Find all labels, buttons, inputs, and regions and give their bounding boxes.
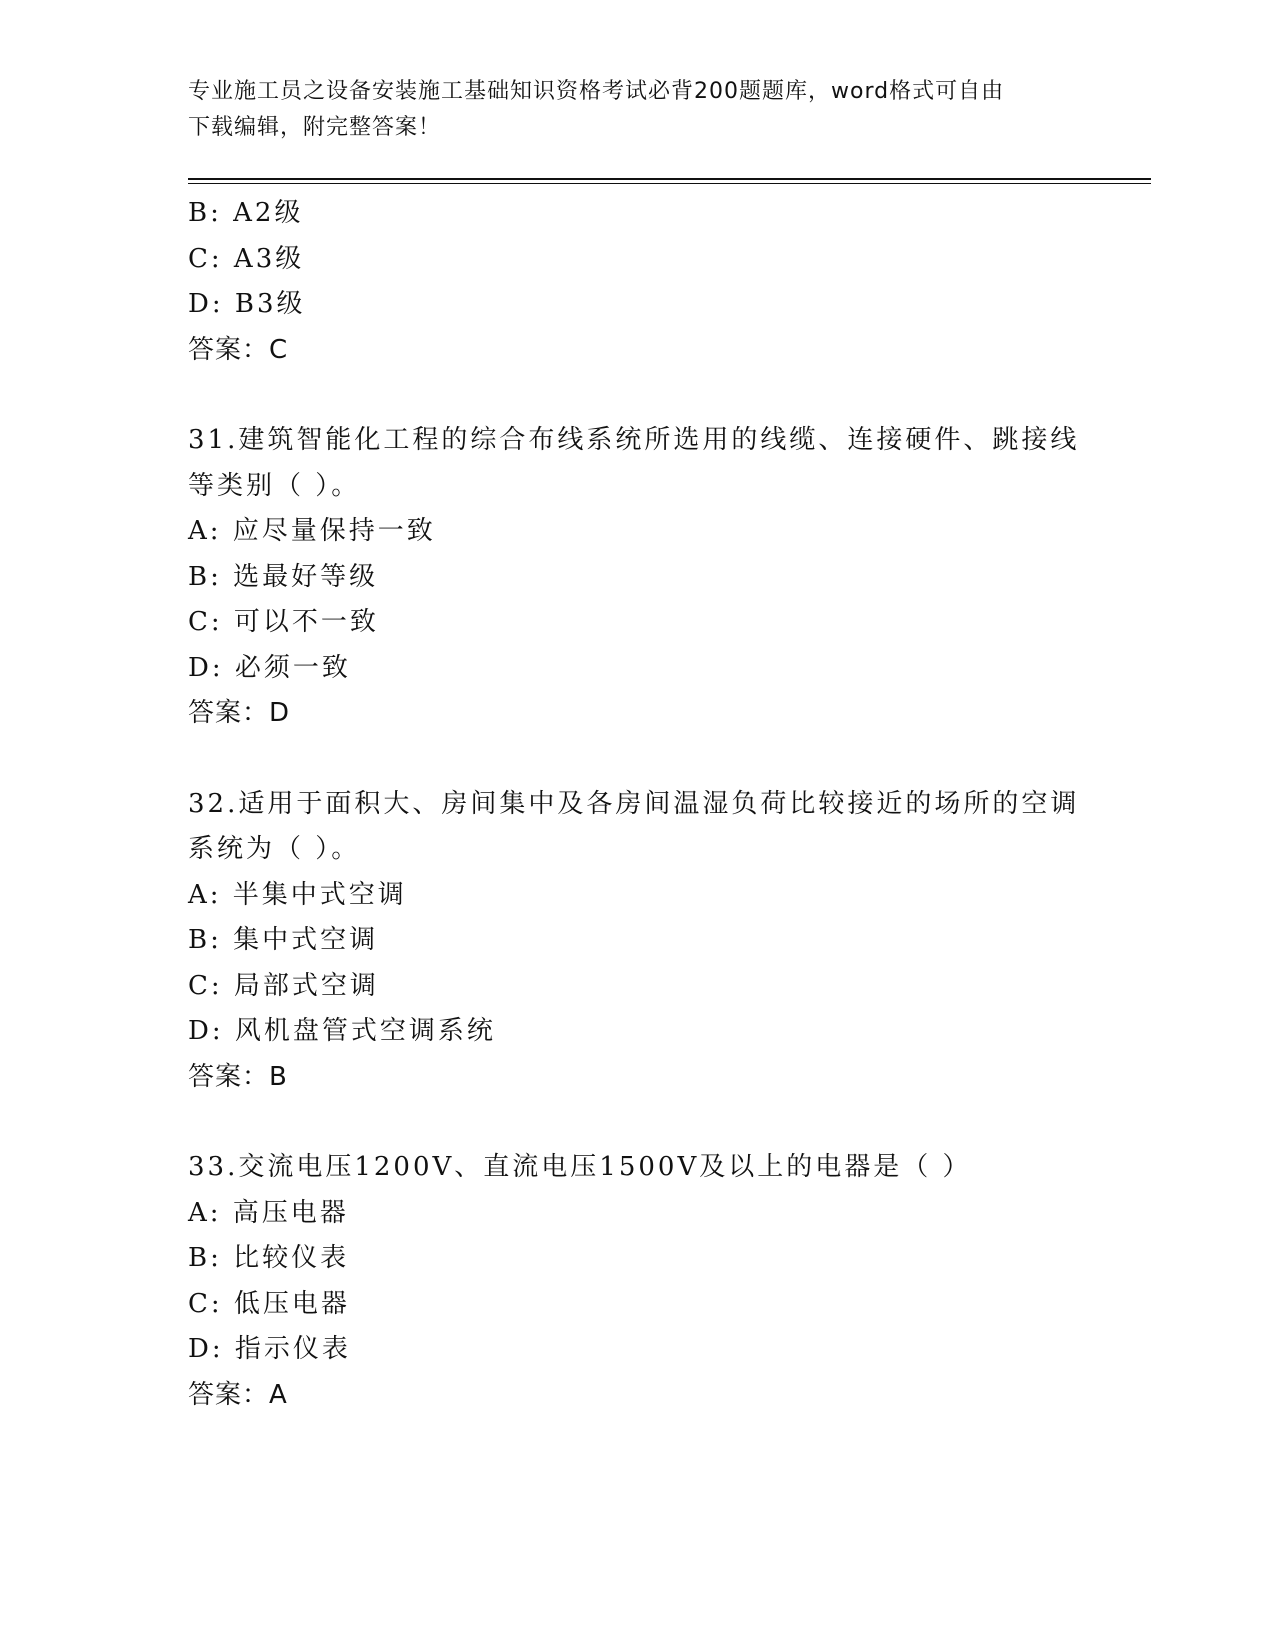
option-a: A: 半集中式空调	[188, 879, 407, 910]
question-spacer	[188, 1100, 1088, 1145]
option-c: C: 局部式空调	[188, 970, 379, 1001]
option-d: D: 必须一致	[188, 652, 351, 683]
question-spacer	[188, 373, 1088, 418]
option-b: B: 集中式空调	[188, 925, 379, 955]
answer-line: 答案：B	[188, 1061, 288, 1092]
answer-line: 答案：A	[188, 1379, 288, 1410]
option-b: B: 比较仪表	[188, 1243, 350, 1273]
question-stem-line-2: 等类别（ ）。	[188, 470, 361, 501]
header-divider-thick	[188, 178, 1151, 180]
header-divider-thin	[188, 183, 1151, 184]
option-a: A: 应尽量保持一致	[188, 516, 436, 546]
option-b: B: A2级	[188, 198, 304, 228]
question-stem-line-1: 31.建筑智能化工程的综合布线系统所选用的线缆、连接硬件、跳接线	[188, 425, 1080, 455]
question-33	[188, 1145, 1088, 1418]
question-list	[188, 191, 1088, 1418]
question-spacer	[188, 737, 1088, 782]
option-c: C: 低压电器	[188, 1288, 350, 1319]
header-line-2: 下载编辑，附完整答案！	[188, 115, 442, 140]
option-d: D: 风机盘管式空调系统	[188, 1016, 496, 1046]
option-d: D: 指示仪表	[188, 1334, 351, 1364]
question-32	[188, 782, 1088, 1101]
answer-line: 答案：C	[188, 334, 289, 365]
question-stem-line-2: 系统为（ ）。	[188, 834, 361, 864]
question-30-carryover	[188, 191, 1088, 373]
question-stem-line-1: 32.适用于面积大、房间集中及各房间温湿负荷比较接近的场所的空调	[188, 788, 1080, 819]
option-a: A: 高压电器	[188, 1197, 349, 1228]
answer-line: 答案：D	[188, 698, 291, 728]
header-line-1: 专业施工员之设备安装施工基础知识资格考试必背200题题库，word格式可自由	[188, 79, 1005, 104]
option-d: D: B3级	[188, 289, 306, 319]
option-c: C: 可以不一致	[188, 607, 379, 637]
option-b: B: 选最好等级	[188, 561, 379, 592]
question-31	[188, 418, 1088, 737]
option-c: C: A3级	[188, 243, 305, 274]
document-header	[188, 74, 1068, 146]
question-stem-line-1: 33.交流电压1200V、直流电压1500V及以上的电器是（ ）	[188, 1152, 972, 1182]
